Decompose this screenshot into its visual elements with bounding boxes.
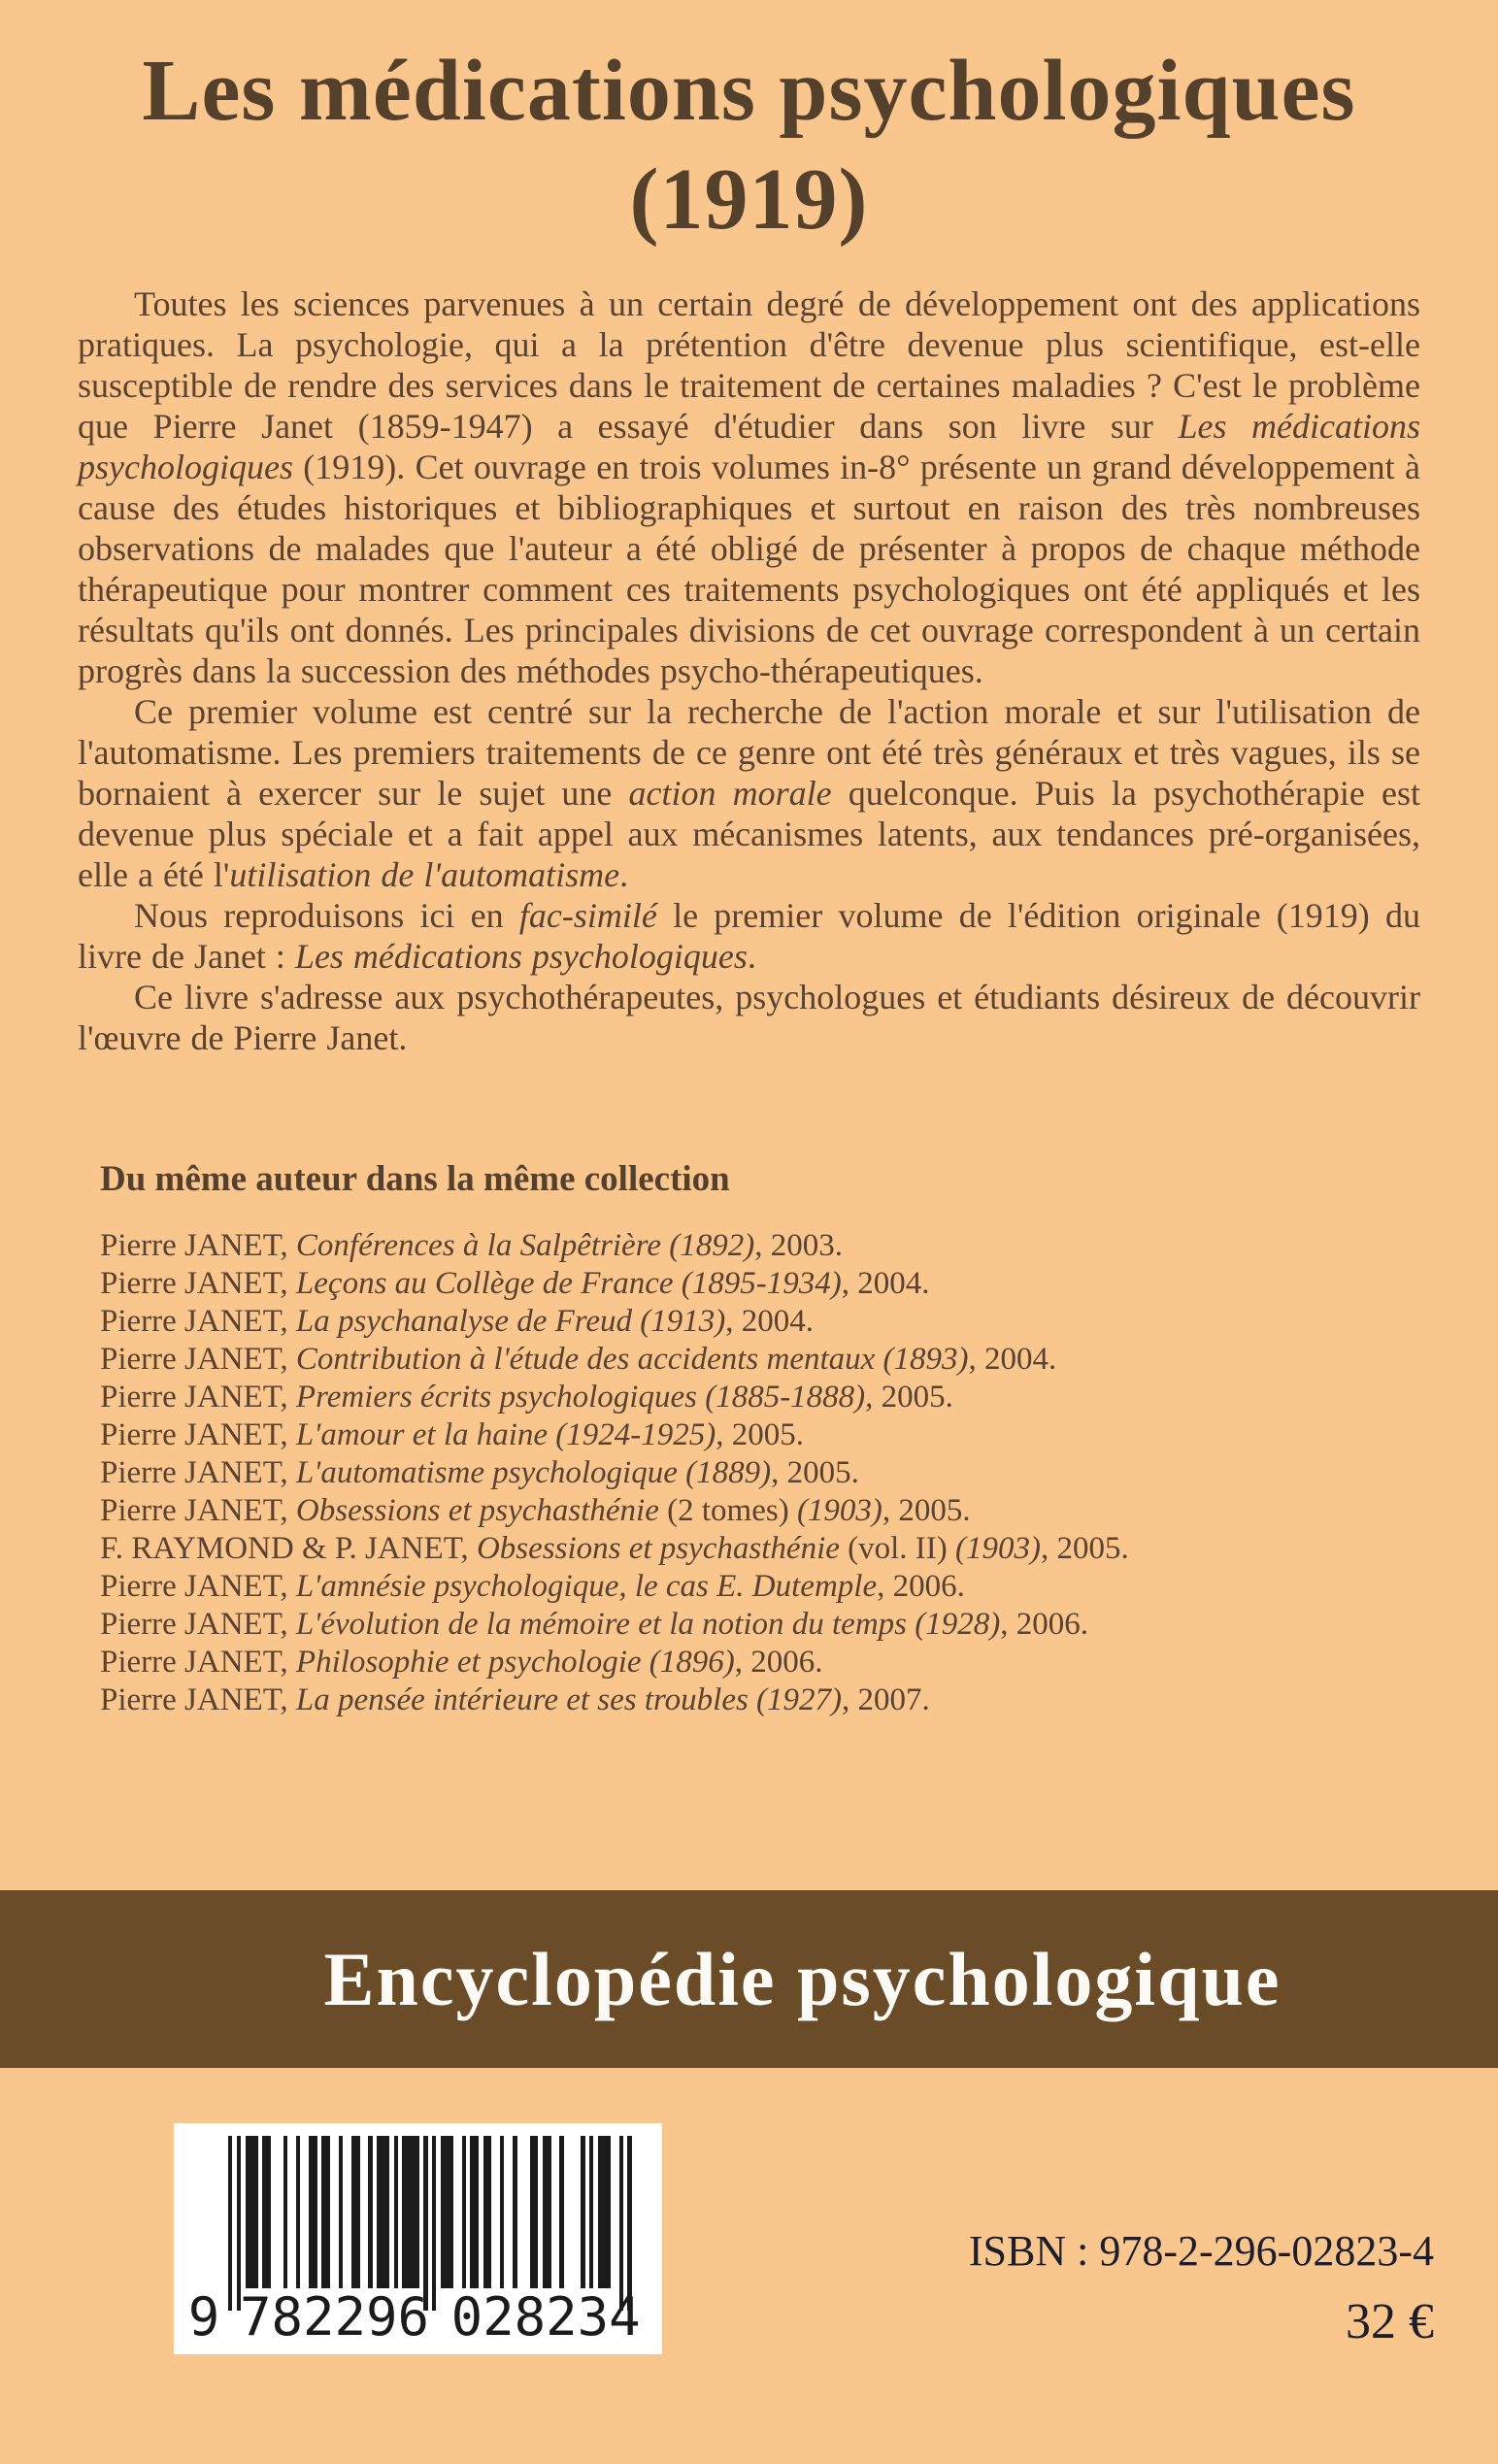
text-run: (2 tomes) [658, 1493, 797, 1528]
text-run: , 2006. [1000, 1607, 1088, 1642]
text-run: , 2005. [771, 1455, 859, 1490]
text-run: F. RAYMOND & P. JANET, [100, 1531, 477, 1566]
text-run-italic: Obsessions et psychasthénie [295, 1493, 659, 1528]
book-list-item [100, 1492, 1420, 1530]
book-list-item [100, 1303, 1420, 1341]
text-run: . [747, 937, 756, 976]
text-run: Toutes les sciences parvenues à un certain degré de développement ont des applications pratiques. La psychologie, qui a la prétention d'être devenue plus scientifique, est-elle susceptible de rendre des services dans le traitement de certaines maladies ? C'est le problème que Pierre Janet (1859-1947) a essayé d'étudier dans son livre sur [78, 284, 1420, 446]
barcode-lead-digit: 9 [187, 2286, 220, 2347]
text-run: , 2007. [842, 1682, 930, 1717]
text-run-italic: Premiers écrits psychologiques (1885-1888) [295, 1380, 866, 1415]
text-run-italic: L'évolution de la mémoire et la notion du temps (1928) [295, 1607, 1001, 1642]
text-run: Pierre JANET, [100, 1493, 296, 1528]
series-banner [0, 1890, 1498, 2068]
text-run: , 2005. [716, 1417, 805, 1452]
text-run-italic: La pensée intérieure et ses troubles (1927) [295, 1682, 843, 1717]
collection-section [0, 1157, 1498, 1719]
text-run: , 2006. [734, 1645, 823, 1680]
book-list [100, 1227, 1420, 1719]
text-run-italic: Contribution à l'étude des accidents mentaux (1893) [295, 1342, 969, 1377]
book-list-item [100, 1379, 1420, 1416]
text-run-italic: Leçons au Collège de France (1895-1934) [295, 1266, 842, 1301]
text-run: Pierre JANET, [100, 1266, 296, 1301]
description-paragraph [78, 977, 1420, 1058]
book-title-line1: Les médications psychologiques [142, 43, 1356, 139]
text-run: Pierre JANET, [100, 1569, 296, 1604]
text-run: Pierre JANET, [100, 1228, 296, 1263]
cover-bottom [0, 2068, 1498, 2464]
text-run: Ce livre s'adresse aux psychothérapeutes, psychologues et étudiants désireux de découvrir l'œuvre de Pierre Janet. [78, 978, 1420, 1057]
text-run: , 2004. [841, 1266, 930, 1301]
text-run: , 2004. [725, 1304, 815, 1339]
text-run-italic: fac-similé [518, 896, 657, 935]
description-text [0, 283, 1498, 1058]
book-title [0, 0, 1498, 254]
book-list-item [100, 1568, 1420, 1606]
text-run: , 2005. [865, 1380, 953, 1415]
barcode-bars [228, 2136, 631, 2311]
text-run: , 2005. [1041, 1531, 1129, 1566]
text-run-italic: (1903) [796, 1493, 882, 1528]
text-run: Ce premier volume est centré sur la recherche de l'action morale et sur l'utilisation de l'automatisme. Les premiers traitements de ce genre ont été très généraux et très vagues, ils se bornaient à exercer sur le sujet une [78, 692, 1420, 813]
barcode-digit-group1: 782296 [240, 2286, 430, 2347]
text-run: Pierre JANET, [100, 1342, 296, 1377]
barcode [174, 2123, 662, 2354]
book-list-item [100, 1606, 1420, 1644]
description-paragraph [78, 691, 1420, 895]
book-list-item [100, 1454, 1420, 1492]
collection-heading: Du même auteur dans la même collection [100, 1159, 730, 1199]
price-text: 32 € [1346, 2294, 1434, 2349]
text-run: Pierre JANET, [100, 1682, 296, 1717]
book-list-item [100, 1341, 1420, 1379]
text-run: Pierre JANET, [100, 1455, 296, 1490]
text-run: le premier volume de l'édition originale (1919) du livre de Janet : [78, 896, 1421, 976]
text-run-italic: L'amnésie psychologique, le cas E. Dutemple [295, 1569, 878, 1604]
text-run: , 2003. [754, 1228, 843, 1263]
text-run: , 2006. [877, 1569, 965, 1604]
text-run: Pierre JANET, [100, 1304, 296, 1339]
text-run-italic: action morale [628, 774, 832, 813]
barcode-digit-group2: 028234 [450, 2286, 641, 2347]
text-run: , 2004. [968, 1342, 1057, 1377]
text-run: Pierre JANET, [100, 1380, 296, 1415]
book-list-item [100, 1530, 1420, 1568]
text-run: , 2005. [882, 1493, 971, 1528]
description-paragraph [78, 895, 1420, 977]
text-run-italic: Conférences à la Salpêtrière (1892) [295, 1228, 755, 1263]
text-run: (1919). Cet ouvrage en trois volumes in-8° présente un grand développement à cause des études historiques et bibliographiques et surtout en raison des très nombreuses observations de malades que l'auteur a été obligé de présenter à propos de chaque méthode thérapeutique pour montrer comment ces traitements psychologiques ont été appliqués et les résultats qu'ils ont donnés. Les principales divisions de cet ouvrage correspondent à un certain progrès dans la succession des méthodes psycho-thérapeutiques. [78, 448, 1420, 690]
text-run-italic: utilisation de l'automatisme [229, 855, 620, 894]
book-list-item [100, 1682, 1420, 1719]
text-run-italic: Les médications psychologiques [78, 407, 1420, 486]
text-run: Pierre JANET, [100, 1645, 296, 1680]
description-paragraph [78, 283, 1420, 691]
text-run: (vol. II) [839, 1531, 956, 1566]
text-run: Nous reproduisons ici en [134, 896, 519, 935]
text-run: Pierre JANET, [100, 1607, 296, 1642]
text-run: . [619, 855, 629, 894]
book-title-line2: (1919) [629, 151, 869, 248]
book-list-item [100, 1227, 1420, 1265]
barcode-digits [187, 2286, 641, 2347]
text-run-italic: (1903) [955, 1531, 1042, 1566]
series-banner-label: Encyclopédie psychologique [323, 1936, 1282, 2021]
book-list-item [100, 1644, 1420, 1682]
isbn-text: ISBN : 978-2-296-02823-4 [968, 2227, 1434, 2275]
text-run: quelconque. Puis la psychothérapie est devenue plus spéciale et a fait appel aux mécanismes latents, aux tendances pré-organisées, elle a été l' [78, 774, 1420, 894]
book-list-item [100, 1416, 1420, 1454]
text-run: Pierre JANET, [100, 1417, 296, 1452]
text-run-italic: L'amour et la haine (1924-1925) [295, 1417, 716, 1452]
book-list-item [100, 1265, 1420, 1303]
text-run-italic: La psychanalyse de Freud (1913) [295, 1304, 726, 1339]
text-run-italic: Philosophie et psychologie (1896) [295, 1645, 735, 1680]
text-run-italic: L'automatisme psychologique (1889) [295, 1455, 772, 1490]
text-run-italic: Les médications psychologiques [294, 937, 748, 976]
text-run-italic: Obsessions et psychasthénie [476, 1531, 840, 1566]
barcode-module [627, 2136, 631, 2311]
